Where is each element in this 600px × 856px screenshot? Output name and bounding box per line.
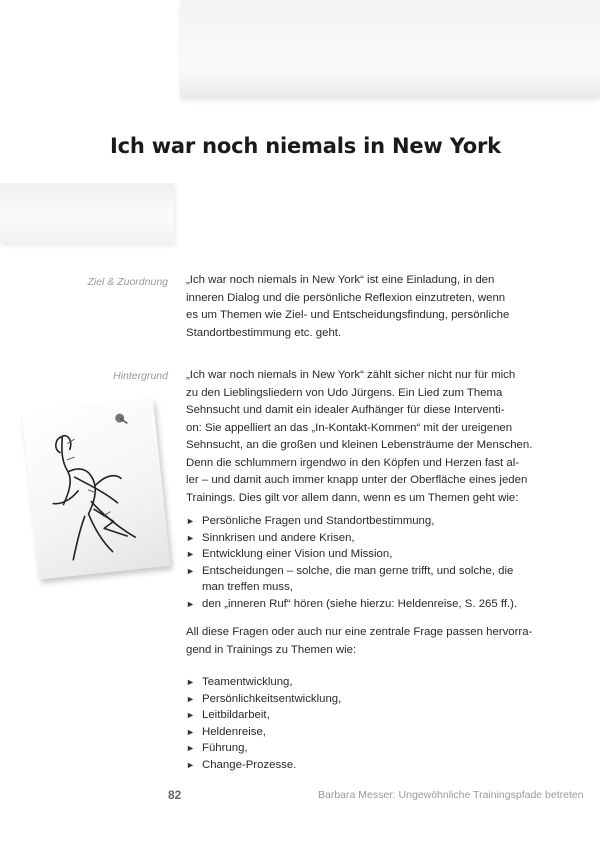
list-item <box>186 724 536 741</box>
text-line: gend in Trainings zu Themen wie: <box>186 643 357 656</box>
list-item <box>186 691 536 708</box>
text-line: ler – und damit auch immer knapp unter der Oberfläche eines jeden <box>186 474 528 486</box>
text-line: inneren Dialog und die persönliche Reflexion einzutreten, wenn <box>186 291 506 304</box>
bullet-arrow-icon: ► <box>186 565 195 576</box>
paragraph-ziel <box>186 272 536 342</box>
page-number: 82 <box>168 788 182 802</box>
list-item-text: Entwicklung einer Vision und Mission, <box>202 548 393 560</box>
list-item <box>186 546 536 563</box>
list-item-text: Teamentwicklung, <box>202 676 293 688</box>
bullet-arrow-icon: ► <box>186 516 195 526</box>
text-line: es um Themen wie Ziel- und Entscheidungsfindung, persönliche <box>186 309 510 321</box>
list-item-text: Entscheidungen – solche, die man gerne trifft, und solche, die <box>202 564 514 577</box>
list-item <box>186 757 536 774</box>
pinned-note-sketch-icon <box>22 399 171 580</box>
topic-list-1 <box>186 513 536 612</box>
topic-list-2 <box>186 674 536 773</box>
running-title: Barbara Messer: Ungewöhnliche Trainingspfade betreten <box>318 789 584 801</box>
sketch-drawing <box>22 399 171 580</box>
list-item <box>186 530 536 547</box>
list-item <box>186 563 536 596</box>
text-line: Sehnsucht und damit ein idealer Aufhänger für diese Interventi- <box>186 404 505 416</box>
text-line: on: Sie appelliert an das „In-Kontakt-Kommen“ mit der ureigenen <box>186 421 513 434</box>
paper-strip-top <box>180 0 600 98</box>
section-label-ziel: Ziel & Zuordnung <box>87 276 168 288</box>
list-item-text: den „inneren Ruf“ hören (siehe hierzu: Heldenreise, S. 265 ff.). <box>202 597 518 610</box>
paragraph-middle <box>186 624 536 659</box>
list-item-text-continued: man treffen muss, <box>202 581 293 593</box>
text-line: „Ich war noch niemals in New York“ ist eine Einladung, in den <box>186 274 495 286</box>
list-item-text: Persönlichkeitsentwicklung, <box>202 692 342 705</box>
list-item <box>186 707 536 724</box>
paper-strip-left <box>0 183 174 243</box>
list-item <box>186 674 536 691</box>
bullet-arrow-icon: ► <box>186 693 195 704</box>
bullet-arrow-icon: ► <box>186 677 195 687</box>
bullet-arrow-icon: ► <box>186 710 195 720</box>
list-item-text: Change-Prozesse. <box>202 758 297 771</box>
text-line: Trainings. Dies gilt vor allem dann, wenn es um Themen geht wie: <box>186 491 519 504</box>
list-item <box>186 596 536 613</box>
bullet-arrow-icon: ► <box>186 726 195 737</box>
list-item-text: Persönliche Fragen und Standortbestimmung, <box>202 515 435 527</box>
list-item-text: Sinnkrisen und andere Krisen, <box>202 531 355 544</box>
text-line: zu den Lieblingsliedern von Udo Jürgens. Ein Lied zum Thema <box>186 386 503 399</box>
bullet-arrow-icon: ► <box>186 549 195 559</box>
text-line: Sehnsucht, an die großen und kleinen Lebensträume der Menschen. <box>186 439 533 451</box>
bullet-arrow-icon: ► <box>186 743 195 753</box>
bullet-arrow-icon: ► <box>186 598 195 609</box>
text-line: All diese Fragen oder auch nur eine zentrale Frage passen hervorra- <box>186 626 533 638</box>
list-item <box>186 740 536 757</box>
text-line: Standortbestimmung etc. geht. <box>186 326 342 339</box>
bullet-arrow-icon: ► <box>186 759 195 770</box>
bullet-arrow-icon: ► <box>186 532 195 543</box>
list-item-text: Leitbildarbeit, <box>202 709 270 721</box>
list-item-text: Heldenreise, <box>202 725 266 738</box>
text-line: Denn die schlummern irgendwo in den Köpfen und Herzen fast al- <box>186 456 520 469</box>
page-title: Ich war noch niemals in New York <box>110 134 501 158</box>
text-line: „Ich war noch niemals in New York“ zählt sicher nicht nur für mich <box>186 369 516 381</box>
section-label-hintergrund: Hintergrund <box>113 370 168 382</box>
list-item-text: Führung, <box>202 742 248 754</box>
paragraph-hintergrund <box>186 367 536 507</box>
list-item <box>186 513 536 530</box>
